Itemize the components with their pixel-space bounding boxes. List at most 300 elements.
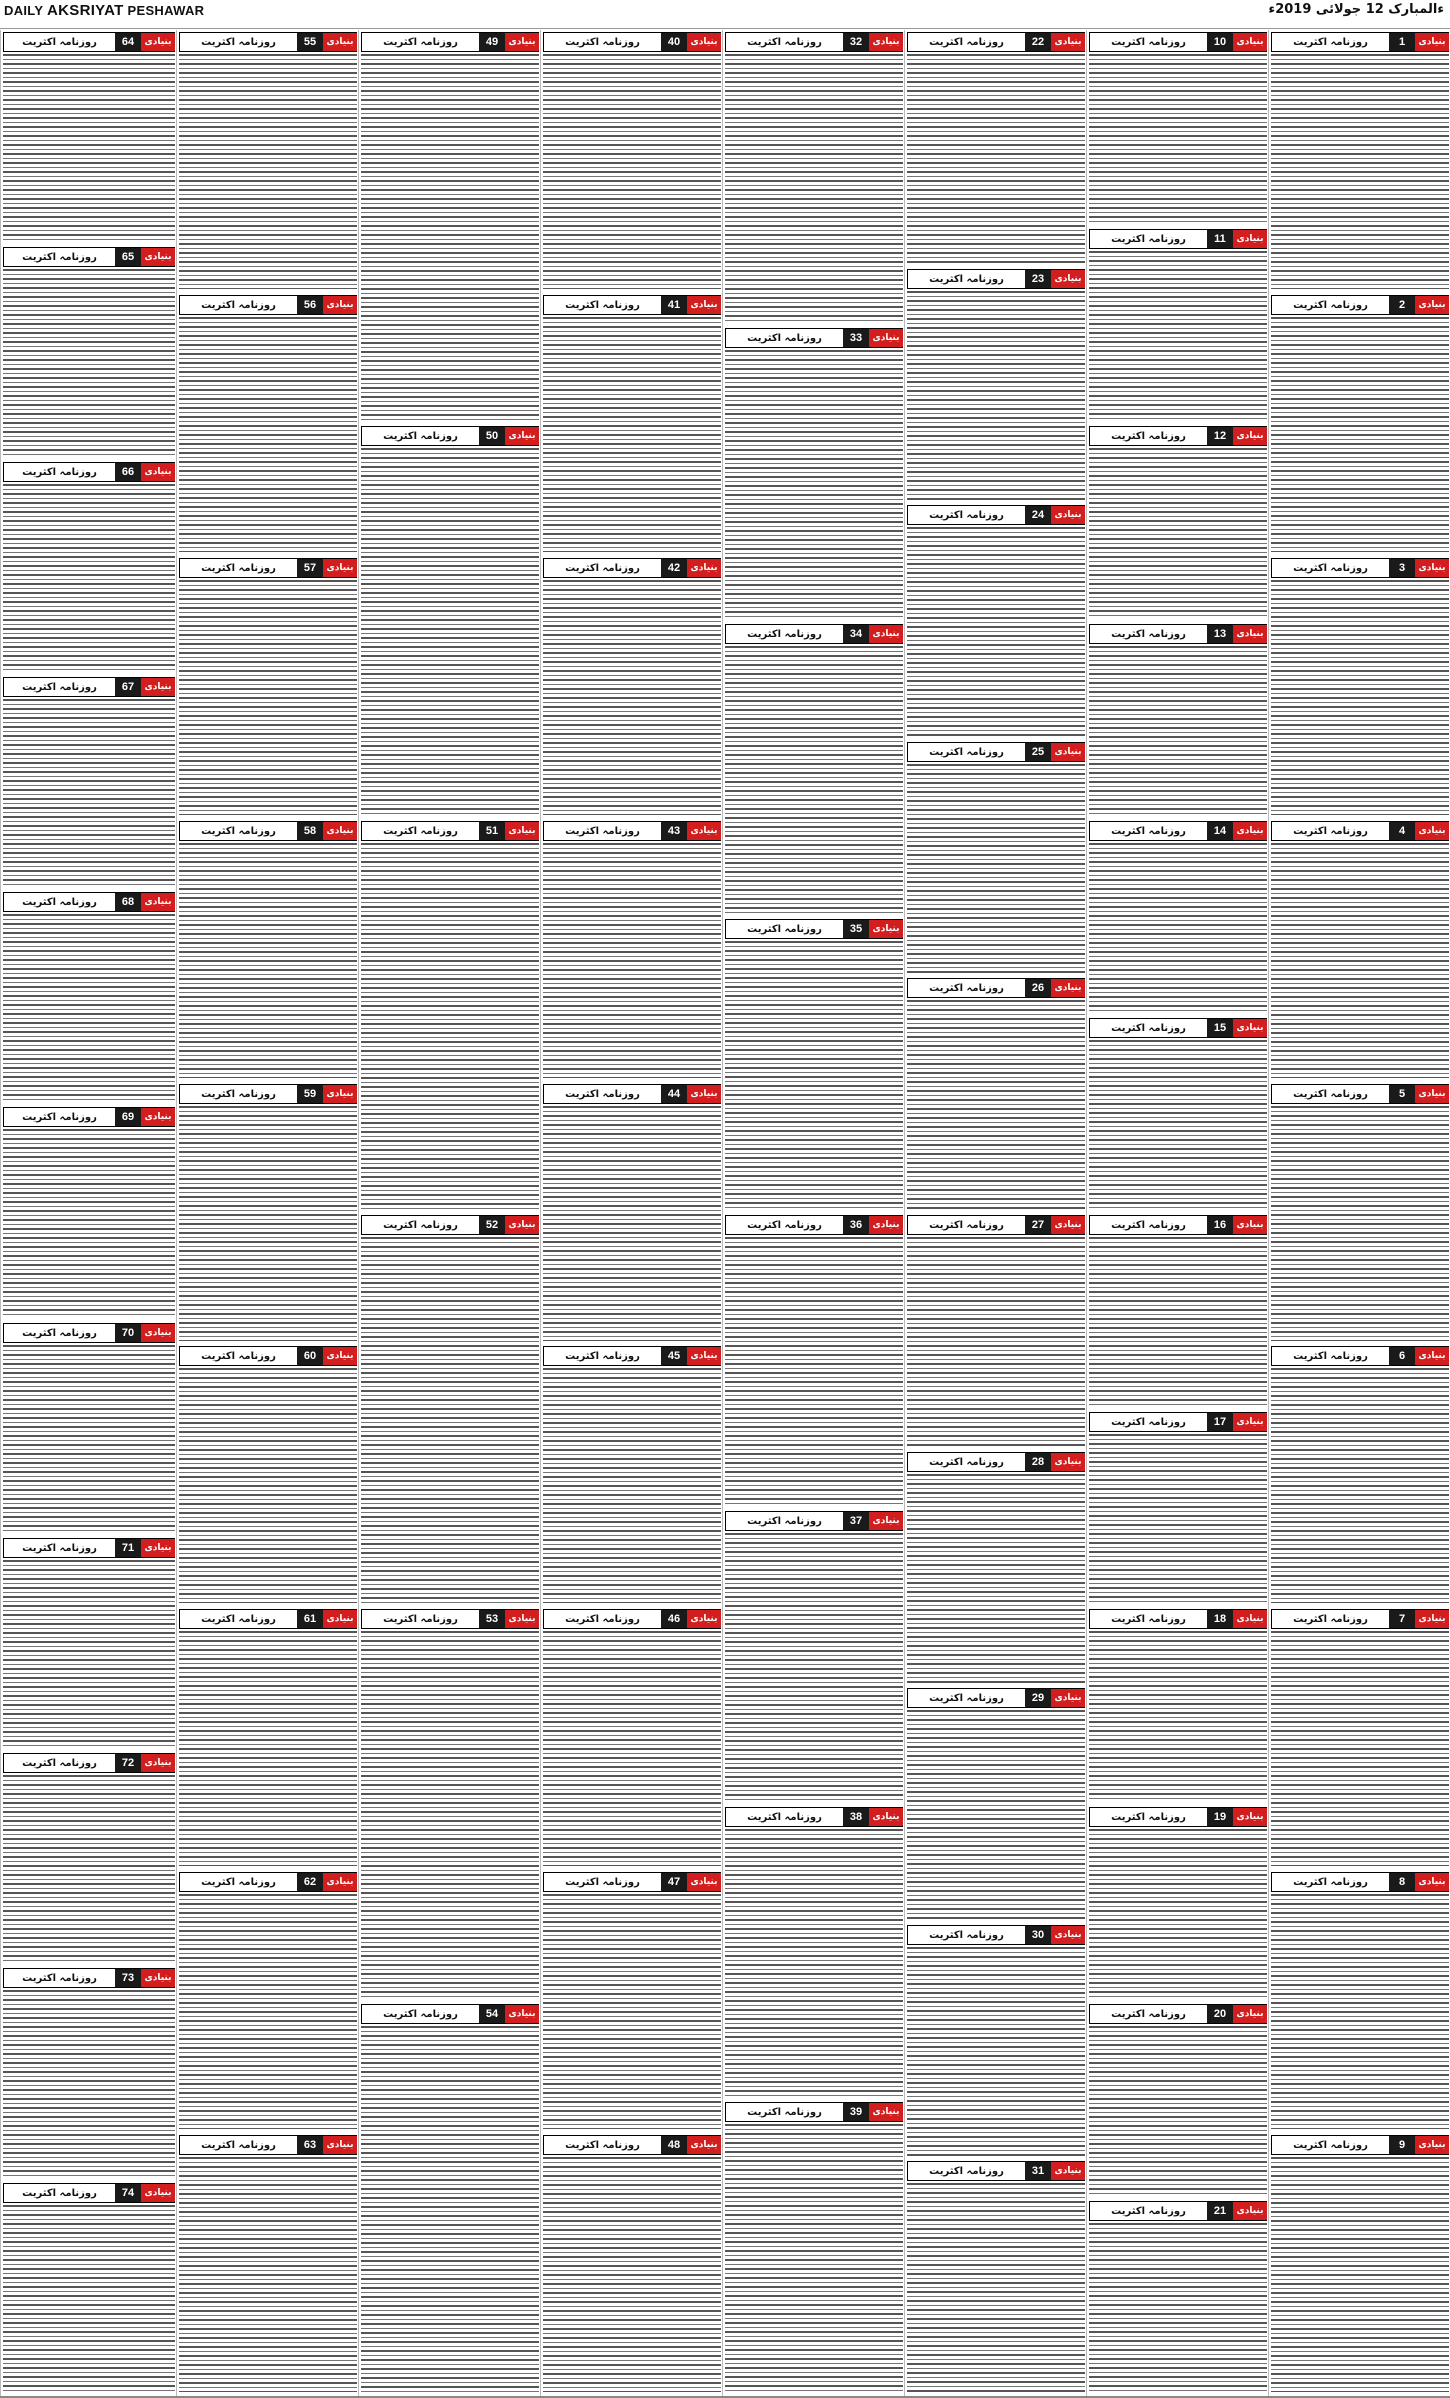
news-item-title: روزنامہ اکثریت [907, 743, 1025, 761]
news-item-header [1089, 229, 1267, 249]
news-item-title: روزنامہ اکثریت [1271, 1873, 1389, 1891]
news-item-title: روزنامہ اکثریت [907, 270, 1025, 288]
news-item-number: 51 [479, 822, 505, 840]
news-column [904, 30, 1087, 2396]
news-item-tag: بنیادی [141, 463, 175, 481]
news-item-text-block [725, 54, 903, 322]
news-item-tag: بنیادی [141, 1969, 175, 1987]
news-item [179, 1609, 357, 1868]
news-item [1089, 1018, 1267, 1211]
news-item-title: روزنامہ اکثریت [907, 1689, 1025, 1707]
news-item-text-block [3, 1345, 175, 1532]
news-item-tag: بنیادی [505, 427, 539, 445]
news-item-number: 40 [661, 33, 687, 51]
news-item-tag: بنیادی [1233, 625, 1267, 643]
news-item-tag: بنیادی [1051, 743, 1085, 761]
news-item-header [179, 1084, 357, 1104]
news-item [543, 1609, 721, 1868]
news-item-tag: بنیادی [1051, 1453, 1085, 1471]
news-item [907, 742, 1085, 975]
news-item-header [907, 1215, 1085, 1235]
news-item-header [725, 919, 903, 939]
news-item-tag: بنیادی [1415, 2136, 1449, 2154]
news-item-header [907, 978, 1085, 998]
news-item-header [361, 32, 539, 52]
news-item-text-block [543, 1368, 721, 1603]
news-item-title: روزنامہ اکثریت [907, 979, 1025, 997]
news-item-header [907, 505, 1085, 525]
news-item-title: روزنامہ اکثریت [725, 329, 843, 347]
news-item-tag: بنیادی [687, 822, 721, 840]
news-item-text-block [3, 484, 175, 671]
news-item-header [725, 1807, 903, 1827]
news-item-number: 56 [297, 296, 323, 314]
news-item-number: 36 [843, 1216, 869, 1234]
news-item-number: 25 [1025, 743, 1051, 761]
news-item-tag: بنیادی [141, 2184, 175, 2202]
issue-date: ءالمبارک 12 جولائی 2019ء [1268, 2, 1444, 17]
news-item-text-block [725, 1829, 903, 2097]
news-item-number: 26 [1025, 979, 1051, 997]
news-item-title: روزنامہ اکثریت [1271, 1610, 1389, 1628]
news-item-title: روزنامہ اکثریت [3, 2184, 115, 2202]
news-item-header [1271, 1872, 1449, 1892]
news-item-text-block [1271, 317, 1449, 552]
news-item-title: روزنامہ اکثریت [1089, 2202, 1207, 2220]
news-item-text-block [543, 2157, 721, 2392]
news-item [725, 1807, 903, 2099]
news-item-header [361, 426, 539, 446]
news-item [543, 2135, 721, 2394]
news-item [543, 558, 721, 817]
news-item-text-block [1089, 646, 1267, 815]
news-item-tag: بنیادی [1415, 1873, 1449, 1891]
news-item-header [179, 2135, 357, 2155]
news-item-text-block [907, 1237, 1085, 1446]
news-item-title: روزنامہ اکثریت [1089, 230, 1207, 248]
news-item-title: روزنامہ اکثریت [3, 1754, 115, 1772]
news-item-header [907, 1925, 1085, 1945]
news-item [179, 821, 357, 1080]
news-item [3, 32, 175, 243]
news-item [725, 919, 903, 1211]
news-item-title: روزنامہ اکثریت [1089, 1413, 1207, 1431]
news-item-tag: بنیادی [1051, 1926, 1085, 1944]
news-item-tag: بنیادی [869, 1512, 903, 1530]
news-item-title: روزنامہ اکثریت [1271, 2136, 1389, 2154]
news-item-title: روزنامہ اکثریت [1271, 33, 1389, 51]
news-item-header [3, 892, 175, 912]
news-item [543, 295, 721, 554]
news-item-title: روزنامہ اکثریت [1089, 625, 1207, 643]
news-item-number: 44 [661, 1085, 687, 1103]
news-item-text-block [725, 2124, 903, 2392]
news-item-text-block [725, 646, 903, 914]
news-item-text-block [361, 1237, 539, 1603]
news-item [1271, 1872, 1449, 2131]
news-item-title: روزنامہ اکثریت [361, 822, 479, 840]
news-item-header [179, 558, 357, 578]
news-item-header [3, 1753, 175, 1773]
news-item-header [1271, 1346, 1449, 1366]
news-item-number: 35 [843, 920, 869, 938]
news-item-text-block [361, 1631, 539, 1997]
news-item [907, 505, 1085, 738]
news-item-title: روزنامہ اکثریت [179, 1347, 297, 1365]
news-item-tag: بنیادی [869, 2103, 903, 2121]
news-item-number: 37 [843, 1512, 869, 1530]
news-item-text-block [1089, 1631, 1267, 1800]
news-item [179, 295, 357, 554]
news-item [361, 821, 539, 1211]
news-item-tag: بنیادی [505, 1610, 539, 1628]
news-item-text-block [3, 1560, 175, 1747]
news-item-tag: بنیادی [687, 559, 721, 577]
news-item-text-block [179, 54, 357, 289]
news-item-tag: بنیادی [687, 2136, 721, 2154]
news-item-tag: بنیادی [869, 1216, 903, 1234]
news-item [179, 1084, 357, 1343]
news-item-header [1089, 821, 1267, 841]
news-item-header [725, 328, 903, 348]
news-item-text-block [3, 2205, 175, 2392]
news-item-tag: بنیادی [1051, 2162, 1085, 2180]
news-item-number: 10 [1207, 33, 1233, 51]
news-item-text-block [1271, 1894, 1449, 2129]
news-item-tag: بنیادی [141, 248, 175, 266]
news-item-text-block [1089, 2026, 1267, 2195]
news-item-text-block [3, 54, 175, 241]
news-item-text-block [907, 291, 1085, 500]
news-item-number: 6 [1389, 1347, 1415, 1365]
news-item-header [907, 269, 1085, 289]
news-item-tag: بنیادی [869, 329, 903, 347]
news-item-tag: بنیادی [1051, 270, 1085, 288]
news-item [1089, 1807, 1267, 2000]
news-item-tag: بنیادی [323, 33, 357, 51]
news-item-title: روزنامہ اکثریت [179, 296, 297, 314]
news-item-tag: بنیادی [1051, 506, 1085, 524]
news-item-text-block [543, 843, 721, 1078]
news-item-header [725, 1215, 903, 1235]
news-item [1089, 821, 1267, 1014]
news-item-title: روزنامہ اکثریت [543, 1347, 661, 1365]
news-item [907, 1452, 1085, 1685]
news-item-title: روزنامہ اکثریت [1089, 1019, 1207, 1037]
news-item-text-block [543, 580, 721, 815]
news-page [0, 30, 1450, 2396]
news-item-tag: بنیادی [687, 1347, 721, 1365]
news-item-number: 72 [115, 1754, 141, 1772]
news-item [1089, 229, 1267, 422]
news-item-title: روزنامہ اکثریت [725, 1512, 843, 1530]
news-item-tag: بنیادی [141, 1754, 175, 1772]
news-item-title: روزنامہ اکثریت [725, 2103, 843, 2121]
news-item-text-block [543, 317, 721, 552]
news-item-title: روزنامہ اکثریت [1089, 1610, 1207, 1628]
news-item-number: 17 [1207, 1413, 1233, 1431]
news-item-header [361, 2004, 539, 2024]
news-item-tag: بنیادی [1415, 296, 1449, 314]
news-item [907, 32, 1085, 265]
news-item-number: 52 [479, 1216, 505, 1234]
paper-city: PESHAWAR [127, 3, 205, 18]
news-item-text-block [179, 1106, 357, 1341]
news-item-title: روزنامہ اکثریت [543, 559, 661, 577]
news-item-tag: بنیادی [687, 33, 721, 51]
news-item-number: 33 [843, 329, 869, 347]
news-item-header [3, 462, 175, 482]
news-item [3, 677, 175, 888]
news-item-title: روزنامہ اکثریت [907, 33, 1025, 51]
news-item [3, 247, 175, 458]
news-item-tag: بنیادی [141, 1539, 175, 1557]
news-item [1271, 558, 1449, 817]
news-item-number: 49 [479, 33, 505, 51]
news-item-title: روزنامہ اکثریت [1271, 1347, 1389, 1365]
news-item-number: 21 [1207, 2202, 1233, 2220]
news-item-tag: بنیادی [141, 1324, 175, 1342]
news-item-tag: بنیادی [1233, 230, 1267, 248]
news-item-text-block [907, 1710, 1085, 1919]
news-item-number: 1 [1389, 33, 1415, 51]
news-item-title: روزنامہ اکثریت [1089, 33, 1207, 51]
news-item-number: 13 [1207, 625, 1233, 643]
news-item-text-block [179, 580, 357, 815]
news-item-header [361, 821, 539, 841]
news-item-number: 45 [661, 1347, 687, 1365]
news-item-text-block [179, 843, 357, 1078]
news-item-number: 14 [1207, 822, 1233, 840]
news-item-title: روزنامہ اکثریت [179, 2136, 297, 2154]
news-item-title: روزنامہ اکثریت [543, 296, 661, 314]
news-item-tag: بنیادی [505, 1216, 539, 1234]
news-item-number: 53 [479, 1610, 505, 1628]
news-item-header [1089, 1609, 1267, 1629]
news-item [3, 1323, 175, 1534]
news-item-tag: بنیادی [323, 1610, 357, 1628]
news-item-title: روزنامہ اکثریت [3, 1539, 115, 1557]
masthead [0, 0, 1450, 29]
news-item-header [725, 32, 903, 52]
news-item-header [361, 1215, 539, 1235]
news-item-header [179, 1346, 357, 1366]
news-item-title: روزنامہ اکثریت [361, 1216, 479, 1234]
news-item [1271, 295, 1449, 554]
news-item-header [1271, 1084, 1449, 1104]
news-item-tag: بنیادی [505, 2005, 539, 2023]
news-item-text-block [725, 1533, 903, 1801]
news-item-text-block [907, 1000, 1085, 1209]
news-item-number: 55 [297, 33, 323, 51]
news-item-number: 11 [1207, 230, 1233, 248]
news-item-title: روزنامہ اکثریت [907, 506, 1025, 524]
news-item-header [179, 1609, 357, 1629]
news-item [3, 2183, 175, 2394]
news-item-text-block [1271, 580, 1449, 815]
news-item-number: 15 [1207, 1019, 1233, 1037]
news-item-tag: بنیادی [687, 1085, 721, 1103]
news-item [179, 558, 357, 817]
news-item-number: 4 [1389, 822, 1415, 840]
news-item-title: روزنامہ اکثریت [725, 625, 843, 643]
news-item-number: 19 [1207, 1808, 1233, 1826]
news-item-header [179, 1872, 357, 1892]
news-item-header [907, 742, 1085, 762]
news-item-tag: بنیادی [323, 296, 357, 314]
news-item [361, 1609, 539, 1999]
news-item-text-block [543, 1894, 721, 2129]
news-item-text-block [179, 1894, 357, 2129]
news-item [1271, 2135, 1449, 2394]
news-column [722, 30, 905, 2396]
news-item-tag: بنیادی [323, 1873, 357, 1891]
news-item-text-block [1089, 1040, 1267, 1209]
news-item-text-block [3, 269, 175, 456]
news-item-header [725, 624, 903, 644]
news-item-header [907, 2161, 1085, 2181]
news-item-text-block [1271, 2157, 1449, 2392]
news-item-title: روزنامہ اکثریت [725, 1216, 843, 1234]
news-item-text-block [543, 54, 721, 289]
news-item-text-block [361, 54, 539, 420]
news-item-number: 61 [297, 1610, 323, 1628]
news-item-tag: بنیادی [1051, 1216, 1085, 1234]
news-item-header [1089, 1807, 1267, 1827]
news-item-title: روزنامہ اکثریت [361, 2005, 479, 2023]
news-item-tag: بنیادی [505, 33, 539, 51]
news-item-header [1089, 1215, 1267, 1235]
news-item-title: روزنامہ اکثریت [725, 1808, 843, 1826]
news-item-title: روزنامہ اکثریت [1089, 427, 1207, 445]
news-item-title: روزنامہ اکثریت [543, 1873, 661, 1891]
news-item-header [907, 1688, 1085, 1708]
news-item [907, 978, 1085, 1211]
news-item-header [3, 32, 175, 52]
news-item-tag: بنیادی [323, 1347, 357, 1365]
news-column [0, 30, 177, 2396]
news-item [3, 892, 175, 1103]
news-item-header [179, 821, 357, 841]
news-item-title: روزنامہ اکثریت [3, 678, 115, 696]
news-item-header [1271, 558, 1449, 578]
news-item-number: 9 [1389, 2136, 1415, 2154]
news-item-number: 7 [1389, 1610, 1415, 1628]
news-item [725, 328, 903, 620]
news-item-header [1271, 821, 1449, 841]
paper-title: AKSRIYAT [47, 2, 124, 19]
news-item-header [3, 1538, 175, 1558]
news-item-header [543, 1346, 721, 1366]
news-item-header [1271, 295, 1449, 315]
news-item-number: 43 [661, 822, 687, 840]
news-item-tag: بنیادی [141, 1108, 175, 1126]
news-item-tag: بنیادی [323, 2136, 357, 2154]
news-item-text-block [725, 941, 903, 1209]
news-item-number: 24 [1025, 506, 1051, 524]
news-item-number: 28 [1025, 1453, 1051, 1471]
news-column [540, 30, 723, 2396]
news-item [907, 269, 1085, 502]
news-item-number: 62 [297, 1873, 323, 1891]
news-item-text-block [1271, 1368, 1449, 1603]
news-item-title: روزنامہ اکثریت [907, 1216, 1025, 1234]
news-item-header [543, 1872, 721, 1892]
news-item-text-block [361, 2026, 539, 2392]
news-item-title: روزنامہ اکثریت [543, 822, 661, 840]
news-item [1089, 1412, 1267, 1605]
news-item-number: 59 [297, 1085, 323, 1103]
news-item-title: روزنامہ اکثریت [907, 1453, 1025, 1471]
news-item-title: روزنامہ اکثریت [725, 920, 843, 938]
news-item-tag: بنیادی [1415, 1610, 1449, 1628]
news-item-number: 65 [115, 248, 141, 266]
news-item-text-block [3, 1129, 175, 1316]
news-item-header [543, 32, 721, 52]
news-item-header [179, 295, 357, 315]
news-item-number: 69 [115, 1108, 141, 1126]
news-item-header [1271, 2135, 1449, 2155]
news-item-header [1089, 426, 1267, 446]
news-item [1271, 1609, 1449, 1868]
news-item-text-block [179, 317, 357, 552]
news-item-title: روزنامہ اکثریت [907, 1926, 1025, 1944]
news-item [179, 2135, 357, 2394]
news-item-title: روزنامہ اکثریت [543, 2136, 661, 2154]
news-item-tag: بنیادی [141, 893, 175, 911]
news-item-title: روزنامہ اکثریت [3, 248, 115, 266]
news-item-text-block [725, 1237, 903, 1505]
news-item-text-block [361, 448, 539, 814]
news-item-number: 2 [1389, 296, 1415, 314]
news-item [725, 2102, 903, 2394]
news-item-title: روزنامہ اکثریت [1271, 1085, 1389, 1103]
news-item-title: روزنامہ اکثریت [3, 1108, 115, 1126]
news-item-tag: بنیادی [869, 625, 903, 643]
news-item-header [3, 247, 175, 267]
news-item-number: 63 [297, 2136, 323, 2154]
news-item-header [907, 32, 1085, 52]
news-item-text-block [1089, 2223, 1267, 2392]
news-item-number: 8 [1389, 1873, 1415, 1891]
news-item [543, 821, 721, 1080]
news-item-header [1089, 2004, 1267, 2024]
news-item [1089, 1215, 1267, 1408]
news-column [1086, 30, 1269, 2396]
news-item-header [3, 677, 175, 697]
news-item-header [907, 1452, 1085, 1472]
news-item [1089, 32, 1267, 225]
news-item-title: روزنامہ اکثریت [179, 822, 297, 840]
news-item-title: روزنامہ اکثریت [907, 2162, 1025, 2180]
news-item-tag: بنیادی [141, 678, 175, 696]
news-item-tag: بنیادی [141, 33, 175, 51]
news-item [1089, 2004, 1267, 2197]
news-item-text-block [1089, 1829, 1267, 1998]
news-item [725, 1215, 903, 1507]
news-item-header [1271, 32, 1449, 52]
news-item-header [543, 821, 721, 841]
news-item-header [361, 1609, 539, 1629]
news-item-number: 16 [1207, 1216, 1233, 1234]
news-item [1089, 624, 1267, 817]
news-item-header [1089, 1018, 1267, 1038]
news-item-header [543, 295, 721, 315]
news-item-title: روزنامہ اکثریت [1089, 2005, 1207, 2023]
news-item-header [1089, 32, 1267, 52]
news-item-header [179, 32, 357, 52]
news-item-number: 46 [661, 1610, 687, 1628]
